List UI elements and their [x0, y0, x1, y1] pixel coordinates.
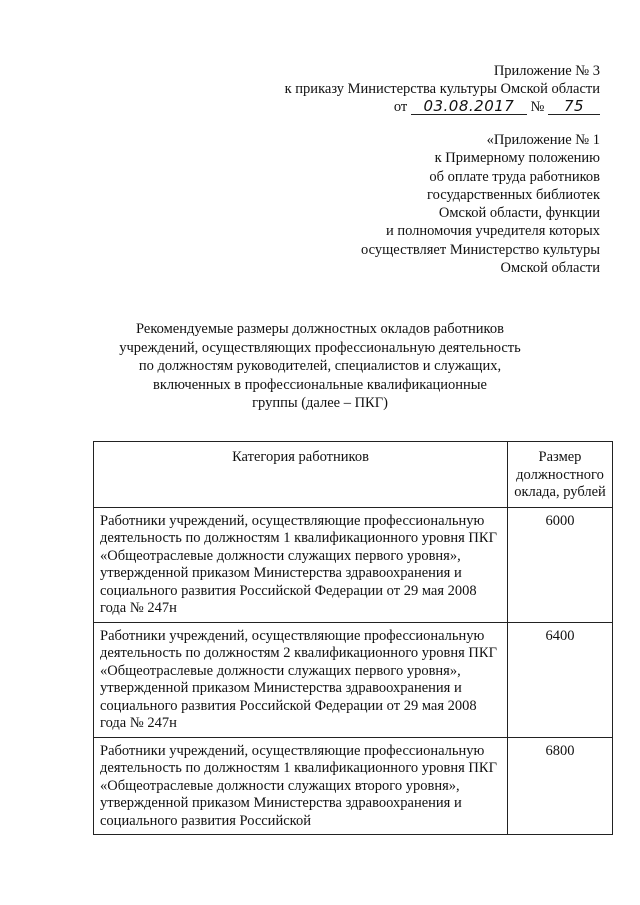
title-line: учреждений, осуществляющих профессиональную деятельность [119, 339, 521, 356]
appendix-line: Омской области, функции [438, 205, 600, 222]
table-row [94, 737, 613, 835]
order-date-number-line [285, 98, 600, 116]
appendix-line: об оплате труда работников [429, 168, 600, 185]
salary-table [93, 441, 613, 835]
category-cell: Работники учреждений, осуществляющие профессиональную деятельность по должностям 2 квалификационного уровня ПКГ «Общеотраслевые должности служащих первого уровня», утвержденной приказом Министерства здравоохранения и социального развития Российской Федерации от 29 мая 2008 года № 247н [94, 622, 508, 737]
document-title [0, 320, 640, 413]
table-row [94, 507, 613, 622]
table-row [94, 622, 613, 737]
salary-cell: 6800 [508, 737, 613, 835]
salary-cell: 6400 [508, 622, 613, 737]
number-label: № [530, 99, 545, 115]
title-line: по должностям руководителей, специалистов и служащих, [138, 358, 502, 374]
salary-column-header: Размер должностного оклада, рублей [508, 442, 613, 508]
appendix-line: государственных библиотек [427, 186, 600, 203]
category-column-header: Категория работников [94, 442, 508, 508]
title-line: группы (далее – ПКГ) [252, 395, 388, 411]
appendix-line: «Приложение № 1 [486, 132, 600, 148]
appendix-line: осуществляет Министерство культуры [361, 241, 600, 258]
appendix-reference-block [361, 131, 600, 277]
appendix-header [285, 62, 600, 116]
appendix-line: к Примерному положению [434, 150, 600, 167]
appendix-line: Омской области [500, 260, 600, 277]
table-header-row [94, 442, 613, 508]
from-label: от [393, 99, 408, 115]
title-line: включенных в профессиональные квалификационные [153, 376, 487, 393]
salary-cell: 6000 [508, 507, 613, 622]
handwritten-order-number: 75 [548, 99, 600, 115]
order-reference: к приказу Министерства культуры Омской области [284, 81, 600, 97]
category-cell: Работники учреждений, осуществляющие профессиональную деятельность по должностям 1 квалификационного уровня ПКГ «Общеотраслевые должности служащих второго уровня», утвержденной приказом Министерства здравоохранения и социального развития Российской [94, 737, 508, 835]
appendix-number-title: Приложение № 3 [493, 63, 600, 79]
category-cell: Работники учреждений, осуществляющие профессиональную деятельность по должностям 1 квалификационного уровня ПКГ «Общеотраслевые должности служащих первого уровня», утвержденной приказом Министерства здравоохранения и социального развития Российской Федерации от 29 мая 2008 года № 247н [94, 507, 508, 622]
title-line: Рекомендуемые размеры должностных окладов работников [136, 321, 504, 337]
appendix-line: и полномочия учредителя которых [385, 223, 600, 240]
handwritten-order-date: 03.08.2017 [411, 99, 527, 115]
